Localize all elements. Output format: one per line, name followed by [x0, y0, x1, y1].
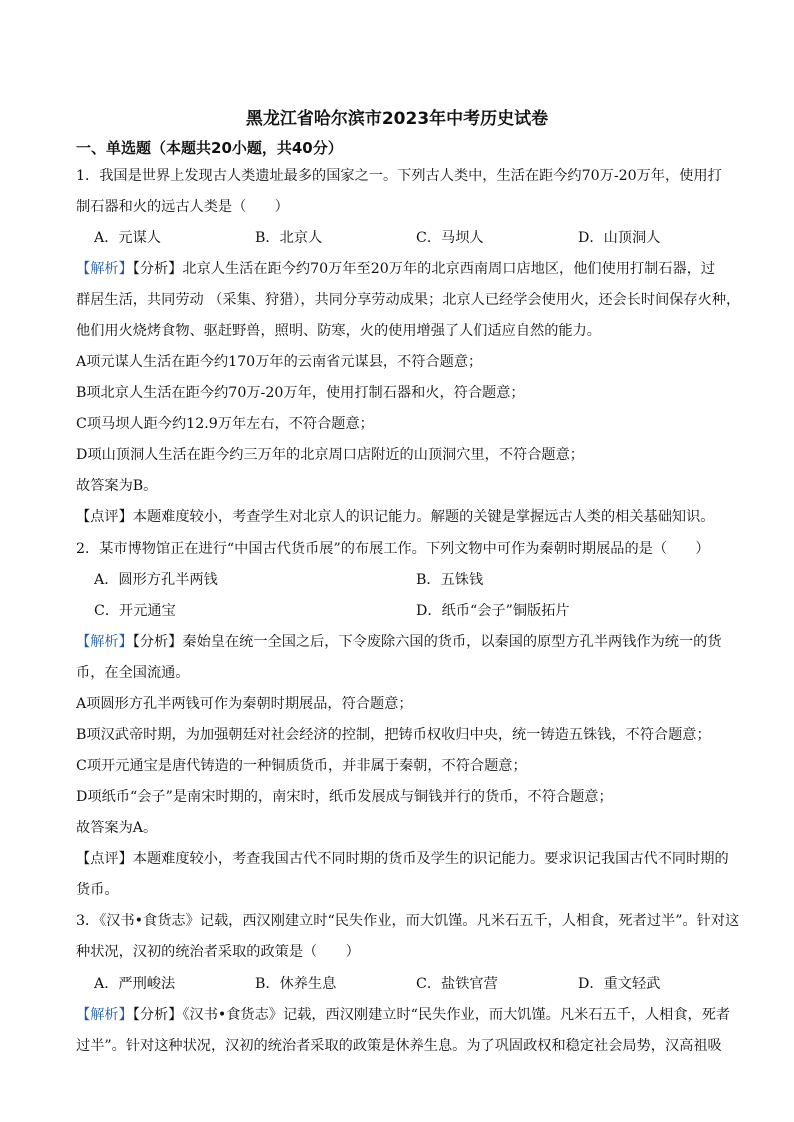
q1-analysis-line-1: 【解析】【分析】北京人生活在距今约70万年至20万年的北京西南周口店地区，他们使用打制石器，过	[76, 261, 716, 277]
q1-comment: 【点评】本题难度较小，考查学生对北京人的识记能力。解题的关键是掌握远古人类的相关基础知识。	[76, 509, 715, 525]
q3-analysis-line-2: 过半”。针对这种状况，汉初的统治者采取的政策是休养生息。为了巩固政权和稳定社会局势，汉高祖吸	[76, 1038, 722, 1054]
q1-explain-d: D项山顶洞人生活在距今约三万年的北京周口店附近的山顶洞穴里，不符合题意；	[76, 447, 584, 463]
q3-stem-line-2: 种状况，汉初的统治者采取的政策是（ ）	[76, 944, 360, 960]
q2-option-b: B．五铢钱	[416, 572, 484, 588]
analysis-tag: 【解析】	[76, 261, 133, 277]
q2-explain-b: B项汉武帝时期，为加强朝廷对社会经济的控制，把铸币权收归中央，统一铸造五铢钱，不符合题意；	[76, 727, 711, 743]
q1-analysis-line-3: 他们用火烧烤食物、驱赶野兽，照明、防寒，火的使用增强了人们适应自然的能力。	[76, 323, 601, 339]
q2-analysis-line-2: 币，在全国流通。	[76, 665, 190, 681]
q1-stem-line-1: 1．我国是世界上发现古人类遗址最多的国家之一。下列古人类中，生活在距今约70万-20万年，使用打	[76, 168, 722, 184]
q2-explain-d: D项纸币“会子”是南宋时期的，南宋时，纸币发展成与铜钱并行的货币，不符合题意；	[76, 789, 613, 805]
section-heading: 一、单选题（本题共20小题，共40分）	[76, 139, 343, 157]
q2-explain-c: C项开元通宝是唐代铸造的一种铜质货币，并非属于秦朝，不符合题意；	[76, 758, 527, 774]
q2-answer: 故答案为A。	[76, 820, 158, 836]
q2-option-d: D．纸币“会子”铜版拓片	[416, 603, 570, 619]
page-title: 黑龙江省哈尔滨市2023年中考历史试卷	[245, 109, 549, 129]
q1-option-d: D．山顶洞人	[578, 230, 661, 246]
q1-analysis-line-2: 群居生活，共同劳动 （采集、狩猎），共同分享劳动成果；北京人已经学会使用火，还会长时间保存火种，	[76, 292, 741, 308]
q3-option-d: D．重文轻武	[578, 976, 661, 992]
q3-option-b: B．休养生息	[255, 976, 337, 992]
q2-comment-line-2: 货币。	[76, 882, 119, 898]
q3-stem-line-1: 3．《汉书•食货志》记载，西汉刚建立时“民失作业，而大饥馑。凡米石五千，人相食，死者过半”。针对这	[76, 913, 740, 929]
q3-option-c: C．盐铁官营	[416, 976, 498, 992]
q2-analysis-line-1: 【解析】【分析】秦始皇在统一全国之后，下令废除六国的货币，以秦国的原型方孔半两钱作为统一的货	[76, 634, 722, 650]
q1-stem-line-2: 制石器和火的远古人类是（ ）	[76, 199, 289, 215]
q3-option-a: A．严刑峻法	[94, 976, 176, 992]
q1-explain-a: A项元谋人生活在距今约170万年的云南省元谋县，不符合题意；	[76, 354, 483, 370]
q2-explain-a: A项圆形方孔半两钱可作为秦朝时期展品，符合题意；	[76, 696, 413, 712]
analysis-tag: 【解析】	[76, 1007, 133, 1023]
q1-answer: 故答案为B。	[76, 478, 158, 494]
analysis-tag: 【解析】	[76, 634, 133, 650]
q1-option-c: C．马坝人	[416, 230, 484, 246]
q2-stem: 2．某市博物馆正在进行“中国古代货币展”的布展工作。下列文物中可作为秦朝时期展品的是（ ）	[76, 541, 710, 557]
q3-analysis-line-1: 【解析】【分析】《汉书•食货志》记载，西汉刚建立时“民失作业，而大饥馑。凡米石五千，人相食，死者	[76, 1007, 731, 1023]
q1-option-a: A．元谋人	[94, 230, 161, 246]
q2-option-a: A．圆形方孔半两钱	[94, 572, 218, 588]
q1-explain-c: C项马坝人距今约12.9万年左右，不符合题意；	[76, 416, 374, 432]
q1-explain-b: B项北京人生活在距今约70万-20万年，使用打制石器和火，符合题意；	[76, 385, 525, 401]
q1-option-b: B．北京人	[255, 230, 323, 246]
q2-comment-line-1: 【点评】本题难度较小，考查我国古代不同时期的货币及学生的识记能力。要求识记我国古代不同时期的	[76, 851, 729, 867]
q2-option-c: C．开元通宝	[94, 603, 176, 619]
